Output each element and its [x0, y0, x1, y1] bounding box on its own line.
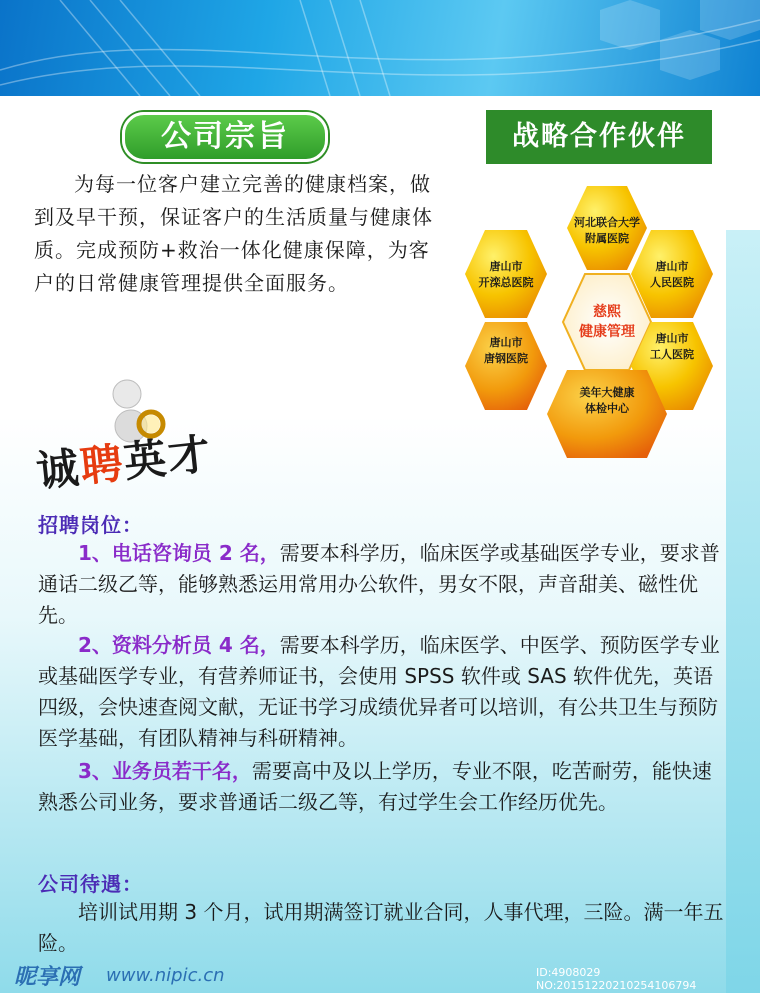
hex-top-left-line2: 开滦总医院 — [478, 276, 534, 289]
hex-top-line2: 附属医院 — [585, 232, 629, 245]
hex-bottom-left-line1: 唐山市 — [489, 336, 523, 349]
watermark-url: www.nipic.cn — [106, 965, 225, 986]
job-3-desc: 需要高中及以上学历，专业不限，吃苦耐劳，能快速熟悉公司业务，要求普通话二级乙等，有过学生会工作经历优先。 — [38, 759, 712, 814]
job-2 — [38, 630, 728, 754]
job-2-desc: 需要本科学历，临床医学、中医学、预防医学专业或基础医学专业，有营养师证书，会使用 SPSS 软件或 SAS 软件优先，英语四级，会快速查阅文献，无证书学习成绩优异者可以培训，有公共卫生与预防医学基础，有团队精神与科研精神。 — [38, 633, 720, 750]
partners-hex-cluster — [455, 178, 755, 468]
job-1-desc: 需要本科学历，临床医学或基础医学专业，要求普通话二级乙等，能够熟悉运用常用办公软件，男女不限，声音甜美、磁性优先。 — [38, 541, 720, 627]
hex-top-right-line1: 唐山市 — [655, 260, 689, 273]
hex-top-left — [465, 230, 547, 318]
hex-top-line1: 河北联合大学 — [574, 216, 640, 229]
hex-top-right-line2: 人民医院 — [650, 276, 694, 289]
benefits-heading: 公司待遇： — [38, 872, 143, 896]
hex-bottom-right-line1: 唐山市 — [655, 332, 689, 345]
hex-center-line2: 健康管理 — [579, 324, 635, 340]
job-3-name: 3、业务员若干名， — [78, 759, 252, 783]
watermark-logo: 昵享网 — [14, 965, 81, 990]
banner-graphic — [0, 0, 760, 96]
hex-center-line1: 慈熙 — [593, 304, 621, 320]
hex-bottom-right-line2: 工人医院 — [650, 348, 694, 361]
partners-title: 战略合作伙伴 — [486, 110, 712, 164]
purpose-text: 为每一位客户建立完善的健康档案，做到及早干预，保证客户的生活质量与健康体质。完成预防+救治一体化健康保障，为客户的日常健康管理提供全面服务。 — [34, 172, 433, 295]
hex-bottom-line1: 美年大健康 — [579, 386, 635, 399]
recruit-title-part3: 英才 — [121, 428, 215, 487]
positions-heading: 招聘岗位： — [38, 513, 143, 537]
job-1-name: 1、电话咨询员 2 名， — [78, 541, 280, 565]
benefits-text: 培训试用期 3 个月，试用期满签订就业合同，人事代理，三险。满一年五险。 — [38, 900, 724, 955]
job-3 — [38, 756, 728, 818]
recruit-title — [33, 421, 214, 499]
hex-top-left-line1: 唐山市 — [489, 260, 523, 273]
hex-bottom-left — [465, 322, 547, 410]
top-banner — [0, 0, 760, 96]
purpose-title: 公司宗旨 — [122, 112, 328, 162]
image-id-text: ID:4908029 NO:20151220210254106794 — [536, 966, 697, 992]
hex-bottom-line2: 体检中心 — [585, 402, 629, 415]
recruit-title-part2: 聘 — [77, 438, 127, 492]
job-1 — [38, 538, 728, 631]
hex-bottom-left-line2: 唐钢医院 — [484, 352, 528, 365]
recruit-title-part1: 诚 — [34, 442, 84, 497]
hex-bottom — [547, 370, 667, 458]
hex-top — [567, 186, 647, 270]
job-2-name: 2、资料分析员 4 名， — [78, 633, 280, 657]
